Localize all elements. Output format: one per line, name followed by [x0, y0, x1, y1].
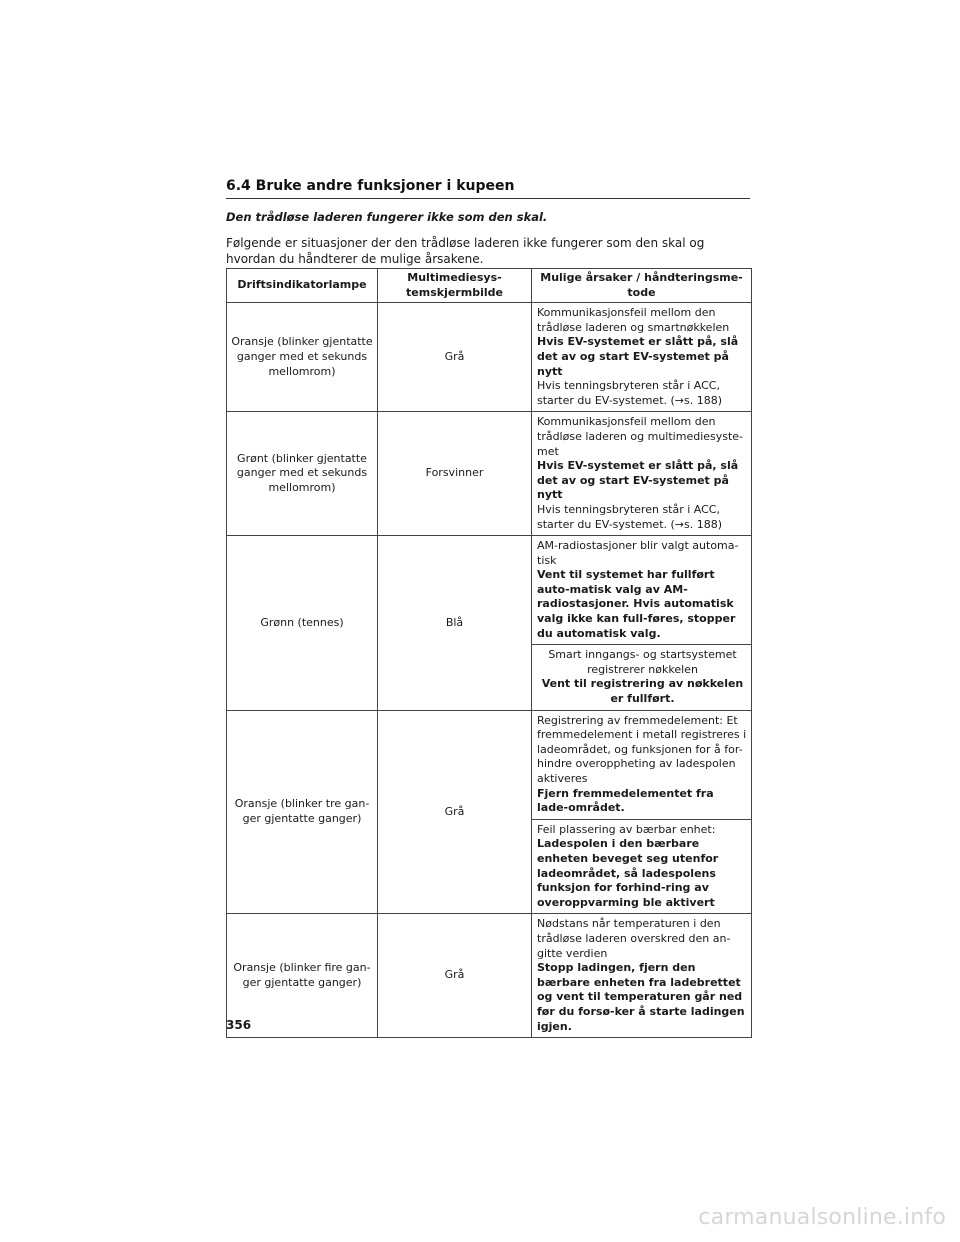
action-text: Vent til registrering av nøkkelen er fullført. [541, 677, 744, 706]
cause-cell [532, 645, 752, 710]
table-row [227, 303, 752, 412]
cause-text: Registrering av fremmedelement: Et fremmedelement i metall registreres i ladeområdet, og funksjonen for å for-hindre overoppheting av ladespolen aktiveres [537, 713, 747, 785]
action-text: Hvis EV-systemet er slått på, slå det av og start EV-systemet på nytt [537, 335, 739, 378]
indicator-cell: Oransje (blinker fire gan-ger gjentatte ganger) [227, 914, 378, 1038]
intro-text: Følgende er situasjoner der den trådløse laderen ikke fungerer som den skal og hvordan du håndterer de mulige årsakene. [226, 236, 705, 266]
action-text: Vent til systemet har fullført auto-matisk valg av AM-radiostasjoner. Hvis automatisk valg ikke kan full-føres, stopper du automatisk valg. [537, 568, 736, 640]
cause-cell [532, 303, 752, 412]
watermark: carmanualsonline.info [698, 1205, 946, 1230]
header-causes: Mulige årsaker / håndteringsme-tode [532, 269, 752, 303]
section-header: 6.4 Bruke andre funksjoner i kupeen [226, 178, 750, 199]
action-text: Hvis EV-systemet er slått på, slå det av og start EV-systemet på nytt [537, 459, 739, 502]
cause-text: Kommunikasjonsfeil mellom den trådløse laderen og multimediesyste-met [537, 415, 744, 458]
screen-cell: Blå [378, 536, 532, 711]
cause-text: Feil plassering av bærbar enhet: [537, 822, 716, 836]
cause-text: Nødstans når temperaturen i den trådløse laderen overskred den an-gitte verdien [537, 917, 731, 960]
cause-text: Smart inngangs- og startsystemet registrerer nøkkelen [548, 648, 737, 676]
screen-cell: Forsvinner [378, 412, 532, 536]
note-text: Hvis tenningsbryteren står i ACC, starter du EV-systemet. (→s. 188) [537, 502, 723, 531]
header-indicator: Driftsindikatorlampe [227, 269, 378, 303]
table-row [227, 710, 752, 819]
note-text: Hvis tenningsbryteren står i ACC, starter du EV-systemet. (→s. 188) [537, 379, 723, 407]
table-header-row [227, 269, 752, 303]
indicator-cell: Grønt (blinker gjentatte ganger med et sekunds mellomrom) [227, 412, 378, 536]
action-text: Stopp ladingen, fjern den bærbare enheten fra ladebrettet og vent til temperaturen går ned før du forsø-ker å starte ladingen igjen. [537, 961, 745, 1033]
cause-text: Kommunikasjonsfeil mellom den trådløse laderen og smartnøkkelen [537, 306, 730, 334]
cause-cell [532, 819, 752, 914]
screen-cell: Grå [378, 710, 532, 914]
table-row [227, 536, 752, 645]
indicator-cell: Oransje (blinker gjentatte ganger med et sekunds mellomrom) [227, 303, 378, 412]
page-number: 356 [226, 1018, 252, 1032]
screen-cell: Grå [378, 303, 532, 412]
table-row [227, 412, 752, 536]
indicator-cell: Oransje (blinker tre gan-ger gjentatte ganger) [227, 710, 378, 914]
troubleshooting-table [226, 268, 752, 1038]
cause-cell [532, 710, 752, 819]
table-row [227, 914, 752, 1038]
action-text: Fjern fremmedelementet fra lade-området. [537, 786, 714, 815]
action-text: Ladespolen i den bærbare enheten beveget seg utenfor ladeområdet, så ladespolens funksjon for forhind-ring av overoppvarming ble aktivert [537, 837, 719, 909]
cause-cell [532, 914, 752, 1038]
header-screen: Multimediesys-temskjermbilde [378, 269, 532, 303]
cause-text: AM-radiostasjoner blir valgt automa-tisk [537, 539, 739, 567]
intro-heading: Den trådløse laderen fungerer ikke som den skal. [226, 210, 548, 224]
indicator-cell: Grønn (tennes) [227, 536, 378, 711]
cause-cell [532, 536, 752, 645]
screen-cell: Grå [378, 914, 532, 1038]
cause-cell [532, 412, 752, 536]
